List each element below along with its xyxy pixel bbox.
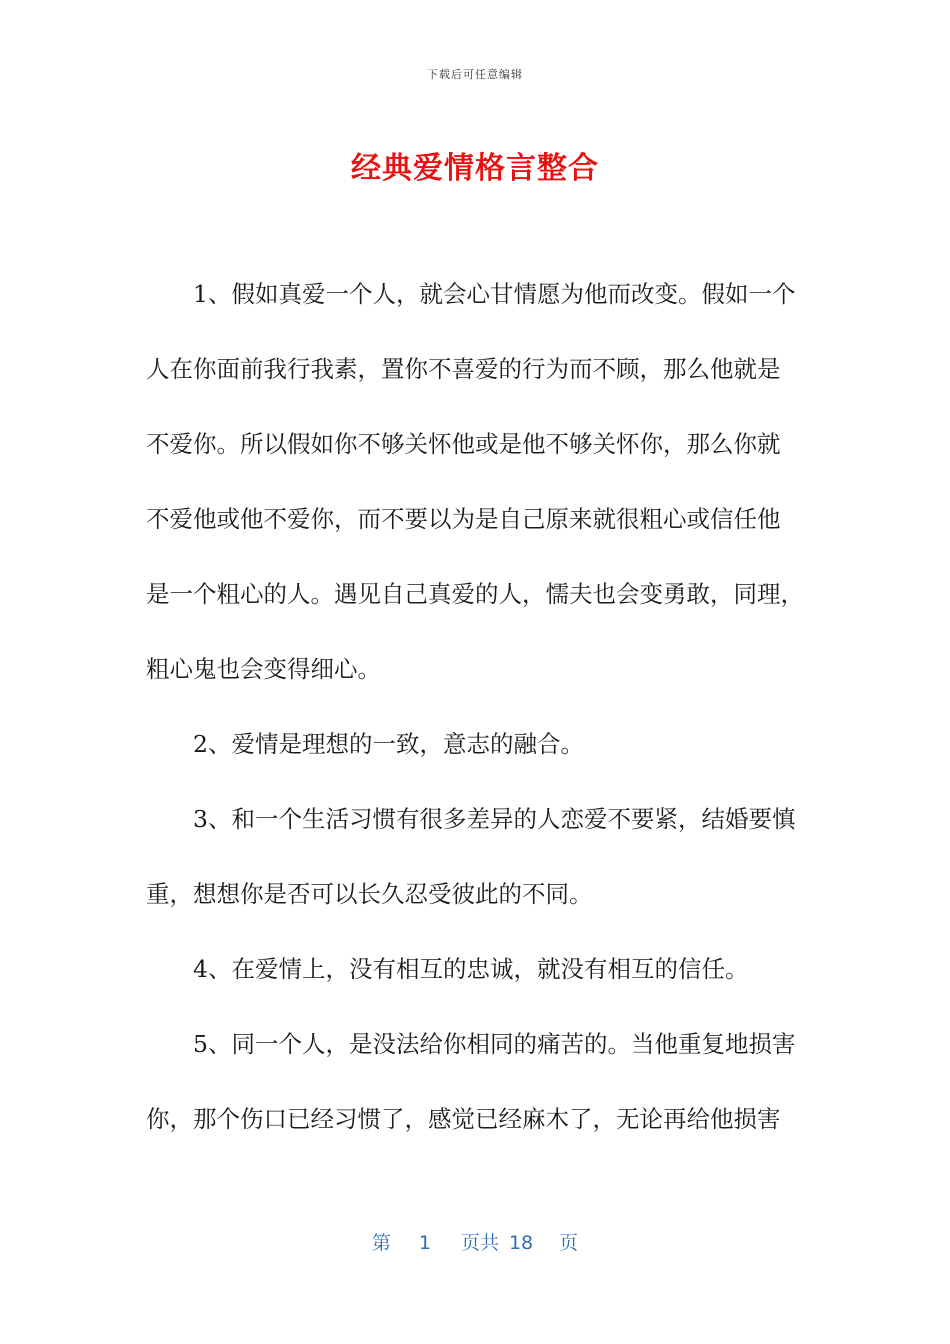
footer-total-pages: 18 [508, 1232, 534, 1254]
body-line: 不爱你。所以假如你不够关怀他或是他不够关怀你，那么你就 [146, 430, 781, 458]
page-footer [0, 1228, 950, 1255]
body-line: 1、假如真爱一个人，就会心甘情愿为他而改变。假如一个 [146, 280, 796, 308]
footer-page-number: 1 [418, 1232, 431, 1254]
body-line: 2、爱情是理想的一致，意志的融合。 [146, 730, 584, 758]
body-line: 人在你面前我行我素，置你不喜爱的行为而不顾，那么他就是 [146, 355, 781, 383]
body-line: 是一个粗心的人。遇见自己真爱的人，懦夫也会变勇敢，同理， [146, 580, 804, 608]
body-line: 4、在爱情上，没有相互的忠诚，就没有相互的信任。 [146, 955, 749, 983]
body-line: 你，那个伤口已经习惯了，感觉已经麻木了，无论再给他损害 [146, 1105, 781, 1133]
body-line: 重，想想你是否可以长久忍受彼此的不同。 [146, 880, 593, 908]
footer-suffix: 页 [559, 1232, 579, 1254]
body-line: 不爱他或他不爱你，而不要以为是自己原来就很粗心或信任他 [146, 505, 781, 533]
document-body [146, 276, 806, 1176]
header-note: 下载后可任意编辑 [427, 68, 523, 81]
body-line: 粗心鬼也会变得细心。 [146, 655, 381, 683]
footer-middle: 页共 [460, 1232, 499, 1254]
document-title: 经典爱情格言整合 [351, 151, 599, 186]
footer-prefix: 第 [371, 1232, 391, 1254]
body-line: 3、和一个生活习惯有很多差异的人恋爱不要紧，结婚要慎 [146, 805, 796, 833]
body-line: 5、同一个人，是没法给你相同的痛苦的。当他重复地损害 [146, 1030, 796, 1058]
